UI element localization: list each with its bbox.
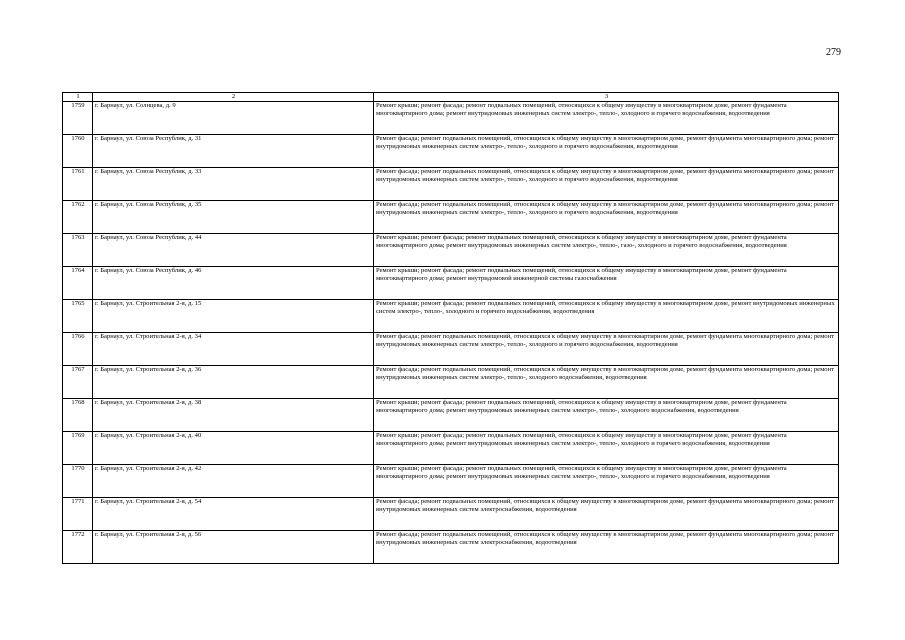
column-header: 1	[63, 93, 93, 102]
address-cell: г. Барнаул, ул. Строительная 2-я, д. 15	[93, 300, 374, 333]
works-cell: Ремонт крыши; ремонт фасада; ремонт подвальных помещений, относящихся к общему имуществу в многоквартирном доме, ремонт фундамента многоквартирного дома; ремонт внутридомовой инженерной системы газоснабжения	[374, 267, 839, 300]
works-cell: Ремонт фасада; ремонт подвальных помещений, относящихся к общему имуществу в многоквартирном доме, ремонт фундамента многоквартирного дома; ремонт внутридомовых инженерных систем электроснабжения, водоотведения	[374, 498, 839, 531]
address-cell: г. Барнаул, ул. Строительная 2-я, д. 34	[93, 333, 374, 366]
row-number-cell: 1770	[63, 465, 93, 498]
row-number-cell: 1765	[63, 300, 93, 333]
address-cell: г. Барнаул, ул. Союза Республик, д. 46	[93, 267, 374, 300]
table-row	[63, 432, 839, 465]
row-number-cell: 1763	[63, 234, 93, 267]
table-row	[63, 267, 839, 300]
works-cell: Ремонт крыши; ремонт фасада; ремонт подвальных помещений, относящихся к общему имуществу в многоквартирном доме, ремонт фундамента многоквартирного дома; ремонт внутридомовых инженерных систем электро-, тепло-, холодного и горячего водоснабжения, водоотведения	[374, 465, 839, 498]
works-cell: Ремонт фасада; ремонт подвальных помещений, относящихся к общему имуществу в многоквартирном доме, ремонт фундамента многоквартирного дома; ремонт внутридомовых инженерных систем электро-, тепло-, холодного и горячего водоснабжения, водоотведения	[374, 201, 839, 234]
row-number-cell: 1769	[63, 432, 93, 465]
address-cell: г. Барнаул, ул. Союза Республик, д. 44	[93, 234, 374, 267]
table-row	[63, 333, 839, 366]
address-cell: г. Барнаул, ул. Союза Республик, д. 35	[93, 201, 374, 234]
address-cell: г. Барнаул, ул. Строительная 2-я, д. 40	[93, 432, 374, 465]
table-row	[63, 168, 839, 201]
address-cell: г. Барнаул, ул. Союза Республик, д. 31	[93, 135, 374, 168]
table-row	[63, 498, 839, 531]
works-cell: Ремонт крыши; ремонт фасада; ремонт подвальных помещений, относящихся к общему имуществу в многоквартирном доме, ремонт фундамента многоквартирного дома; ремонт внутридомовых инженерных систем электро-, тепло-, холодного и горячего водоснабжения, водоотведения	[374, 432, 839, 465]
row-number-cell: 1761	[63, 168, 93, 201]
table-row	[63, 300, 839, 333]
registry-table	[62, 92, 839, 564]
table-row	[63, 399, 839, 432]
table-row	[63, 102, 839, 135]
row-number-cell: 1764	[63, 267, 93, 300]
works-cell: Ремонт фасада; ремонт подвальных помещений, относящихся к общему имуществу в многоквартирном доме, ремонт фундамента многоквартирного дома; ремонт внутридомовых инженерных систем электроснабжения, водоотведения	[374, 531, 839, 564]
works-cell: Ремонт крыши; ремонт фасада; ремонт подвальных помещений, относящихся к общему имуществу в многоквартирном доме, ремонт фундамента многоквартирного дома; ремонт внутридомовых инженерных систем электро-, тепло-, холодного водоснабжения, водоотведения	[374, 399, 839, 432]
row-number-cell: 1768	[63, 399, 93, 432]
works-cell: Ремонт крыши; ремонт фасада; ремонт подвальных помещений, относящихся к общему имуществу в многоквартирном доме, ремонт фундамента многоквартирного дома; ремонт внутридомовых инженерных систем электро-, тепло-, газо-, холодного и горячего водоснабжения, водоотведения	[374, 234, 839, 267]
table-row	[63, 465, 839, 498]
works-cell: Ремонт фасада; ремонт подвальных помещений, относящихся к общему имуществу в многоквартирном доме, ремонт фундамента многоквартирного дома; ремонт внутридомовых инженерных систем электро-, тепло-, холодного водоснабжения, водоотведения	[374, 366, 839, 399]
address-cell: г. Барнаул, ул. Строительная 2-я, д. 38	[93, 399, 374, 432]
row-number-cell: 1766	[63, 333, 93, 366]
address-cell: г. Барнаул, ул. Солнцева, д. 9	[93, 102, 374, 135]
column-header: 2	[93, 93, 374, 102]
table-row	[63, 366, 839, 399]
works-cell: Ремонт крыши; ремонт фасада; ремонт подвальных помещений, относящихся к общему имуществу в многоквартирном доме, ремонт фундамента многоквартирного дома; ремонт внутридомовых инженерных систем электро-, тепло-, холодного и горячего водоснабжения, водоотведения	[374, 102, 839, 135]
works-cell: Ремонт крыши; ремонт фасада; ремонт подвальных помещений, относящихся к общему имуществу в многоквартирном доме, ремонт внутридомовых инженерных систем электро-, тепло-, холодного и горячего водоснабжения, водоотведения	[374, 300, 839, 333]
works-cell: Ремонт фасада; ремонт подвальных помещений, относящихся к общему имуществу в многоквартирном доме, ремонт фундамента многоквартирного дома; ремонт внутридомовых инженерных систем электро-, тепло-, холодного и горячего водоснабжения, водоотведения	[374, 333, 839, 366]
row-number-cell: 1759	[63, 102, 93, 135]
table-row	[63, 234, 839, 267]
row-number-cell: 1772	[63, 531, 93, 564]
address-cell: г. Барнаул, ул. Строительная 2-я, д. 36	[93, 366, 374, 399]
address-cell: г. Барнаул, ул. Строительная 2-я, д. 54	[93, 498, 374, 531]
works-cell: Ремонт фасада; ремонт подвальных помещений, относящихся к общему имуществу в многоквартирном доме, ремонт фундамента многоквартирного дома; ремонт внутридомовых инженерных систем электро-, тепло-, холодного и горячего водоснабжения, водоотведения	[374, 135, 839, 168]
table-row	[63, 531, 839, 564]
table-header-row	[63, 93, 839, 102]
page-number: 279	[826, 47, 841, 58]
column-header: 3	[374, 93, 839, 102]
row-number-cell: 1767	[63, 366, 93, 399]
row-number-cell: 1771	[63, 498, 93, 531]
address-cell: г. Барнаул, ул. Строительная 2-я, д. 42	[93, 465, 374, 498]
row-number-cell: 1760	[63, 135, 93, 168]
works-cell: Ремонт фасада; ремонт подвальных помещений, относящихся к общему имуществу в многоквартирном доме, ремонт фундамента многоквартирного дома; ремонт внутридомовых инженерных систем электро-, тепло-, холодного и горячего водоснабжения, водоотведения	[374, 168, 839, 201]
address-cell: г. Барнаул, ул. Строительная 2-я, д. 56	[93, 531, 374, 564]
row-number-cell: 1762	[63, 201, 93, 234]
table-row	[63, 201, 839, 234]
address-cell: г. Барнаул, ул. Союза Республик, д. 33	[93, 168, 374, 201]
table-row	[63, 135, 839, 168]
